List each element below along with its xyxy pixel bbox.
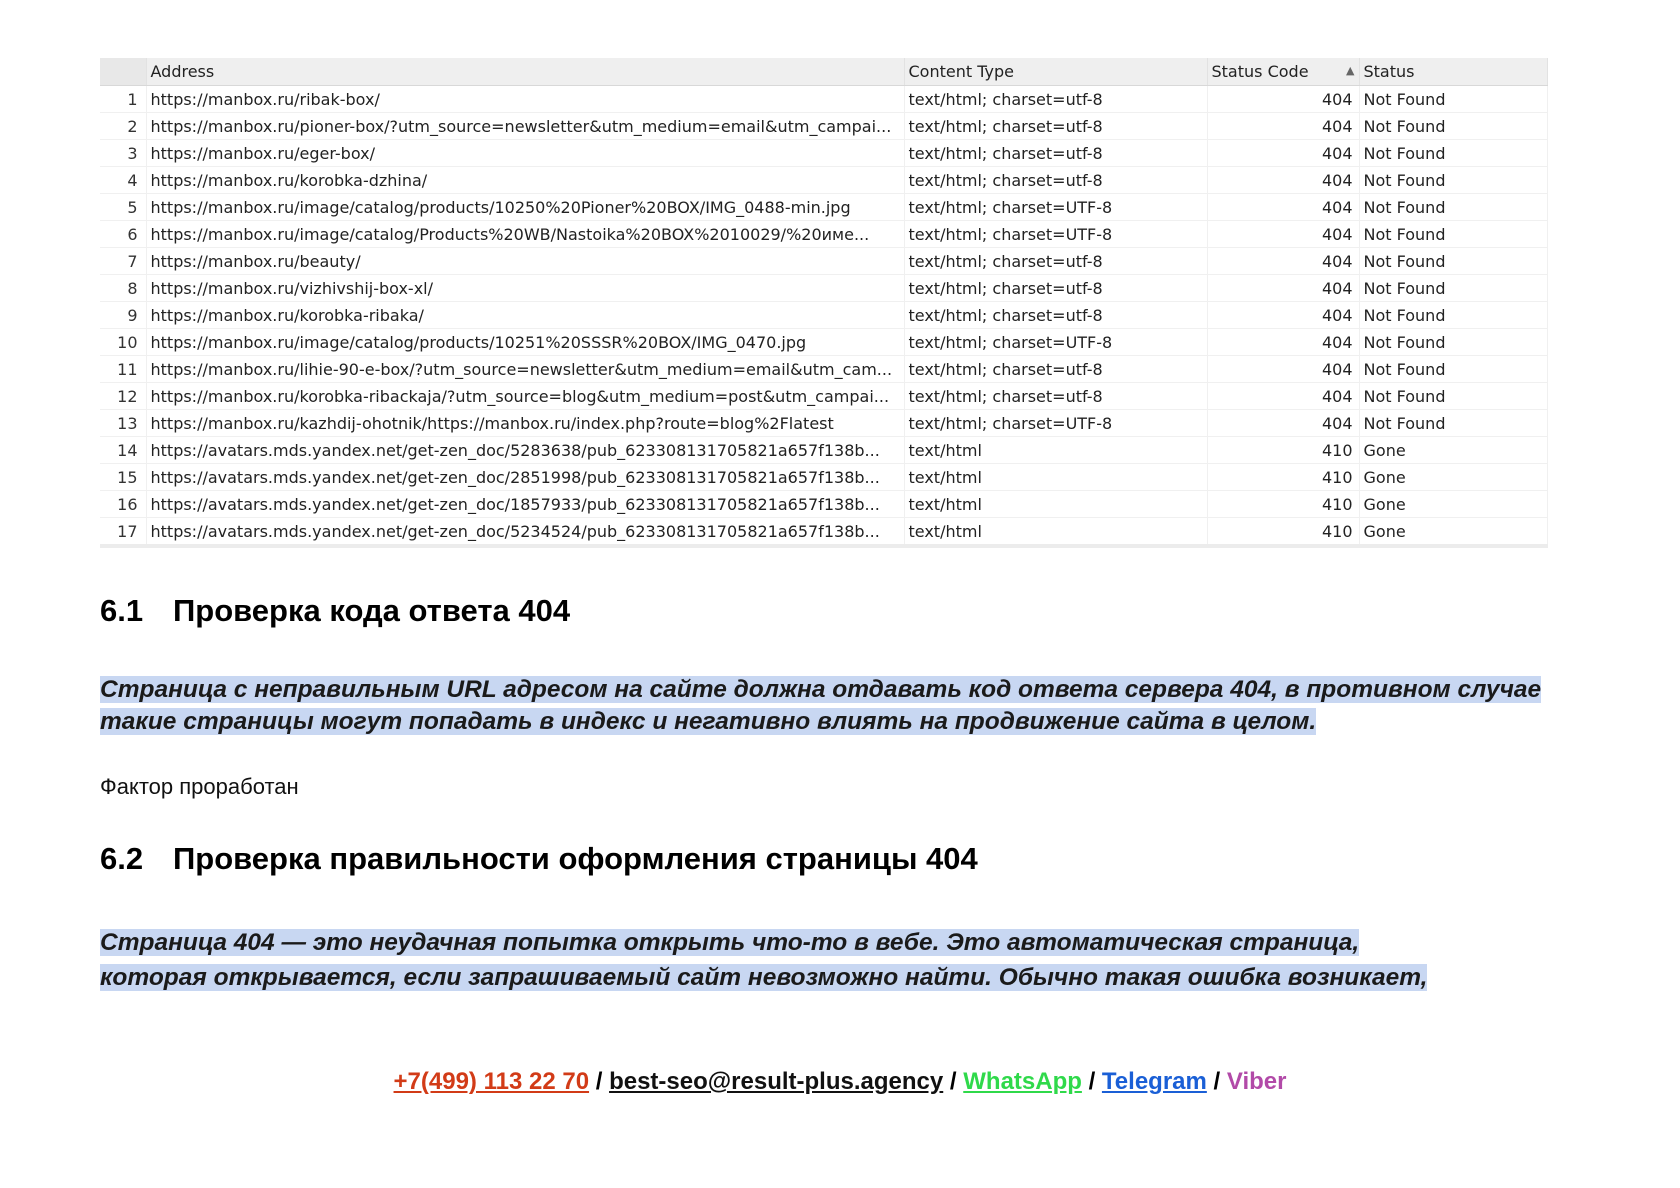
status-cell: Not Found [1359,329,1547,356]
table-row[interactable] [100,86,1547,113]
section-title: Проверка кода ответа 404 [173,593,571,628]
status-cell: Gone [1359,464,1547,491]
content-type-column-header[interactable]: Content Type [904,58,1207,86]
status-code-header-label: Status Code [1211,62,1309,81]
content-type-cell: text/html; charset=utf-8 [904,86,1207,113]
status-cell: Not Found [1359,302,1547,329]
address-cell: https://avatars.mds.yandex.net/get-zen_doc/2851998/pub_623308131705821a657f138b... [146,464,904,491]
table-row[interactable] [100,356,1547,383]
status-code-cell: 404 [1207,383,1359,410]
address-cell: https://manbox.ru/vizhivshij-box-xl/ [146,275,904,302]
row-number-cell: 10 [100,329,146,356]
status-code-cell: 410 [1207,437,1359,464]
highlight-line: Страница 404 — это неудачная попытка открыть что-то в вебе. Это автоматическая страница, [100,929,1360,956]
whatsapp-link[interactable]: WhatsApp [963,1068,1082,1095]
status-cell: Not Found [1359,221,1547,248]
table-row[interactable] [100,437,1547,464]
viber-link[interactable]: Viber [1226,1068,1287,1095]
phone-link[interactable]: +7(499) 113 22 70 [393,1068,590,1095]
status-cell: Not Found [1359,194,1547,221]
row-number-cell: 4 [100,167,146,194]
highlight-line: которая открывается, если запрашиваемый сайт невозможно найти. Обычно такая ошибка возникает, [100,964,1428,991]
table-row[interactable] [100,194,1547,221]
content-type-cell: text/html; charset=UTF-8 [904,410,1207,437]
content-type-cell: text/html; charset=UTF-8 [904,329,1207,356]
highlighted-paragraph-6-1 [100,674,1580,738]
contact-footer [0,1068,1680,1096]
email-link[interactable]: best-seo@result-plus.agency [609,1068,944,1095]
telegram-link[interactable]: Telegram [1101,1068,1207,1095]
table-row[interactable] [100,113,1547,140]
row-number-cell: 5 [100,194,146,221]
table-row[interactable] [100,248,1547,275]
section-heading-6-2 [100,841,978,877]
status-cell: Not Found [1359,140,1547,167]
table-row[interactable] [100,302,1547,329]
content-type-cell: text/html [904,437,1207,464]
section-heading-6-1 [100,593,570,629]
address-cell: https://manbox.ru/image/catalog/products/10250%20Pioner%20BOX/IMG_0488-min.jpg [146,194,904,221]
content-type-cell: text/html; charset=utf-8 [904,140,1207,167]
content-type-cell: text/html [904,518,1207,547]
status-cell: Gone [1359,491,1547,518]
row-number-cell: 14 [100,437,146,464]
table-body [100,86,1547,547]
content-type-cell: text/html; charset=utf-8 [904,302,1207,329]
content-type-cell: text/html; charset=utf-8 [904,248,1207,275]
content-type-cell: text/html [904,491,1207,518]
row-number-cell: 17 [100,518,146,547]
status-column-header[interactable]: Status [1359,58,1547,86]
section-number: 6.1 [100,593,144,628]
row-number-header[interactable] [100,58,146,86]
status-code-column-header[interactable] [1207,58,1359,86]
address-cell: https://avatars.mds.yandex.net/get-zen_doc/5234524/pub_623308131705821a657f138b... [146,518,904,547]
table-row[interactable] [100,167,1547,194]
table-row[interactable] [100,140,1547,167]
address-cell: https://manbox.ru/korobka-ribaka/ [146,302,904,329]
content-type-cell: text/html; charset=utf-8 [904,356,1207,383]
separator: / [1081,1068,1102,1095]
status-code-cell: 404 [1207,194,1359,221]
row-number-cell: 8 [100,275,146,302]
status-cell: Not Found [1359,410,1547,437]
status-code-cell: 410 [1207,518,1359,547]
section-number: 6.2 [100,841,144,876]
address-column-header[interactable]: Address [146,58,904,86]
status-cell: Gone [1359,518,1547,547]
status-code-cell: 410 [1207,491,1359,518]
status-code-cell: 410 [1207,464,1359,491]
row-number-cell: 11 [100,356,146,383]
address-cell: https://manbox.ru/lihie-90-e-box/?utm_source=newsletter&utm_medium=email&utm_cam... [146,356,904,383]
status-code-cell: 404 [1207,248,1359,275]
status-code-cell: 404 [1207,329,1359,356]
address-cell: https://avatars.mds.yandex.net/get-zen_doc/5283638/pub_623308131705821a657f138b... [146,437,904,464]
address-cell: https://manbox.ru/pioner-box/?utm_source=newsletter&utm_medium=email&utm_campai... [146,113,904,140]
table-row[interactable] [100,464,1547,491]
status-code-cell: 404 [1207,410,1359,437]
address-cell: https://manbox.ru/ribak-box/ [146,86,904,113]
table-row[interactable] [100,491,1547,518]
row-number-cell: 1 [100,86,146,113]
status-cell: Not Found [1359,248,1547,275]
table-header-row [100,58,1547,86]
table-row[interactable] [100,329,1547,356]
table-row[interactable] [100,275,1547,302]
content-type-cell: text/html; charset=UTF-8 [904,221,1207,248]
status-cell: Not Found [1359,167,1547,194]
row-number-cell: 6 [100,221,146,248]
section-title: Проверка правильности оформления страницы 404 [173,841,978,876]
status-code-cell: 404 [1207,113,1359,140]
separator: / [943,1068,964,1095]
table-row[interactable] [100,383,1547,410]
status-cell: Not Found [1359,383,1547,410]
row-number-cell: 13 [100,410,146,437]
status-code-cell: 404 [1207,356,1359,383]
status-cell: Not Found [1359,356,1547,383]
status-code-cell: 404 [1207,275,1359,302]
sort-ascending-icon: ▲ [1346,64,1355,77]
status-code-cell: 404 [1207,140,1359,167]
address-cell: https://manbox.ru/eger-box/ [146,140,904,167]
status-cell: Gone [1359,437,1547,464]
address-cell: https://manbox.ru/kazhdij-ohotnik/https://manbox.ru/index.php?route=blog%2Flatest [146,410,904,437]
row-number-cell: 12 [100,383,146,410]
status-cell: Not Found [1359,113,1547,140]
row-number-cell: 3 [100,140,146,167]
address-cell: https://manbox.ru/beauty/ [146,248,904,275]
content-type-cell: text/html; charset=utf-8 [904,383,1207,410]
crawl-results-table [100,58,1548,548]
status-code-cell: 404 [1207,221,1359,248]
address-cell: https://manbox.ru/korobka-dzhina/ [146,167,904,194]
row-number-cell: 7 [100,248,146,275]
status-cell: Not Found [1359,275,1547,302]
address-cell: https://avatars.mds.yandex.net/get-zen_doc/1857933/pub_623308131705821a657f138b... [146,491,904,518]
row-number-cell: 16 [100,491,146,518]
separator: / [589,1068,610,1095]
table-row[interactable] [100,221,1547,248]
row-number-cell: 15 [100,464,146,491]
address-cell: https://manbox.ru/image/catalog/products/10251%20SSSR%20BOX/IMG_0470.jpg [146,329,904,356]
status-code-cell: 404 [1207,167,1359,194]
status-cell: Not Found [1359,86,1547,113]
highlight-line: такие страницы могут попадать в индекс и негативно влиять на продвижение сайта в целом. [100,708,1317,735]
table-row[interactable] [100,518,1547,547]
address-cell: https://manbox.ru/korobka-ribackaja/?utm_source=blog&utm_medium=post&utm_campai... [146,383,904,410]
status-code-cell: 404 [1207,302,1359,329]
separator: / [1206,1068,1227,1095]
highlighted-paragraph-6-2 [100,925,1580,995]
content-type-cell: text/html [904,464,1207,491]
row-number-cell: 2 [100,113,146,140]
status-code-cell: 404 [1207,86,1359,113]
content-type-cell: text/html; charset=UTF-8 [904,194,1207,221]
factor-status-text: Фактор проработан [100,774,299,799]
content-type-cell: text/html; charset=utf-8 [904,113,1207,140]
content-type-cell: text/html; charset=utf-8 [904,275,1207,302]
highlight-line: Страница с неправильным URL адресом на сайте должна отдавать код ответа сервера 404, в противном случае [100,676,1542,703]
table-row[interactable] [100,410,1547,437]
content-type-cell: text/html; charset=utf-8 [904,167,1207,194]
row-number-cell: 9 [100,302,146,329]
address-cell: https://manbox.ru/image/catalog/Products%20WB/Nastoika%20BOX%2010029/%20име... [146,221,904,248]
